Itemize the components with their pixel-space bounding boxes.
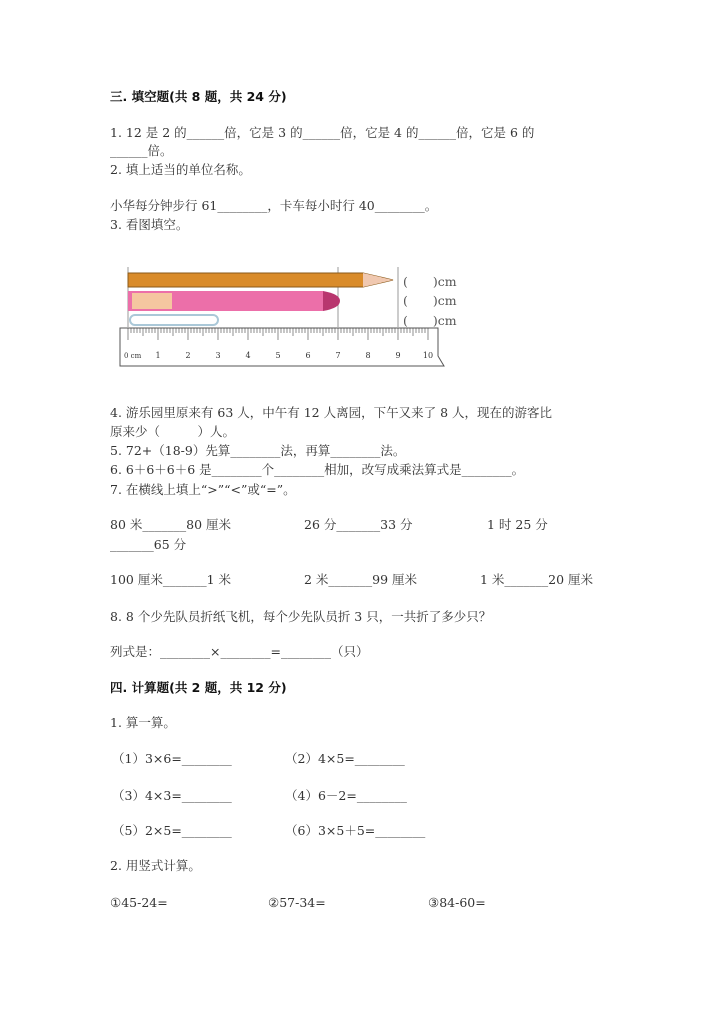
question-1-line1: 1. 12 是 2 的______倍，它是 3 的______倍，它是 4 的______倍，它是 6 的 (110, 125, 535, 140)
ruler-tick-label: 9 (395, 351, 401, 360)
ruler-body (120, 328, 444, 366)
question-4-line1: 4. 游乐园里原来有 63 人，中午有 12 人离园，下午又来了 8 人，现在的游客比 (110, 405, 553, 420)
question-8-formula: 列式是：________×________=________（只） (110, 644, 369, 659)
pencil-length-blank[interactable]: ( )cm (403, 274, 457, 289)
ruler-tick-label: 2 (185, 351, 191, 360)
vertical-calc-item: ①45-24= (110, 895, 168, 910)
ruler-zero-label: 0 cm (124, 352, 142, 360)
calc-item: （6）3×5＋5=________ (285, 823, 426, 838)
calc-item: （4）6－2=________ (285, 788, 407, 803)
calc-question-2: 2. 用竖式计算。 (110, 858, 201, 873)
question-2: 2. 填上适当的单位名称。 (110, 162, 251, 177)
compare-item: 26 分_______33 分 (304, 517, 413, 532)
question-6: 6. 6＋6＋6＋6 是________个________相加，改写成乘法算式是________。 (110, 462, 525, 477)
section-4-title: 四. 计算题(共 2 题，共 12 分) (110, 680, 287, 695)
compare-item: 100 厘米_______1 米 (110, 572, 232, 587)
pencil-icon (128, 273, 393, 287)
compare-item-cont: _______65 分 (110, 537, 187, 552)
crayon-length-blank[interactable]: ( )cm (403, 293, 457, 308)
compare-item: 1 米_______20 厘米 (480, 572, 594, 587)
question-5: 5. 72+（18-9）先算________法，再算________法。 (110, 443, 406, 458)
section-3-title: 三. 填空题(共 8 题，共 24 分) (110, 89, 287, 104)
ruler-tick-label: 3 (215, 351, 221, 360)
ruler-tick-label: 8 (365, 351, 371, 360)
calc-item: （3）4×3=________ (112, 788, 232, 803)
vertical-calc-item: ③84-60= (428, 895, 486, 910)
vertical-calc-item: ②57-34= (268, 895, 326, 910)
compare-item: 2 米_______99 厘米 (304, 572, 418, 587)
question-1-line2: ______倍。 (110, 143, 173, 158)
calc-item: （2）4×5=________ (285, 751, 405, 766)
ruler-tick-label: 7 (335, 351, 341, 360)
ruler-figure (118, 262, 478, 373)
question-8: 8. 8 个少先队员折纸飞机，每个少先队员折 3 只，一共折了多少只？ (110, 609, 492, 624)
ruler-tick-label: 4 (245, 351, 251, 360)
paperclip-icon (130, 315, 218, 325)
calc-item: （1）3×6=________ (112, 751, 232, 766)
pencil-tip (363, 273, 393, 287)
ruler-tick-label: 1 (155, 351, 161, 360)
ruler-tick-label: 10 (422, 351, 434, 360)
compare-item: 1 时 25 分 (487, 517, 548, 532)
question-4-line2: 原来少（ ）人。 (110, 424, 236, 439)
calc-item: （5）2×5=________ (112, 823, 232, 838)
paperclip-length-blank[interactable]: ( )cm (403, 313, 457, 328)
question-3: 3. 看图填空。 (110, 217, 189, 232)
question-7: 7. 在横线上填上“>”“<”或“=”。 (110, 482, 296, 497)
compare-item: 80 米_______80 厘米 (110, 517, 232, 532)
question-2-sentence: 小华每分钟步行 61________，卡车每小时行 40________。 (110, 198, 438, 213)
ruler-tick-label: 5 (275, 351, 281, 360)
ruler-tick-label: 6 (305, 351, 311, 360)
calc-question-1: 1. 算一算。 (110, 715, 176, 730)
